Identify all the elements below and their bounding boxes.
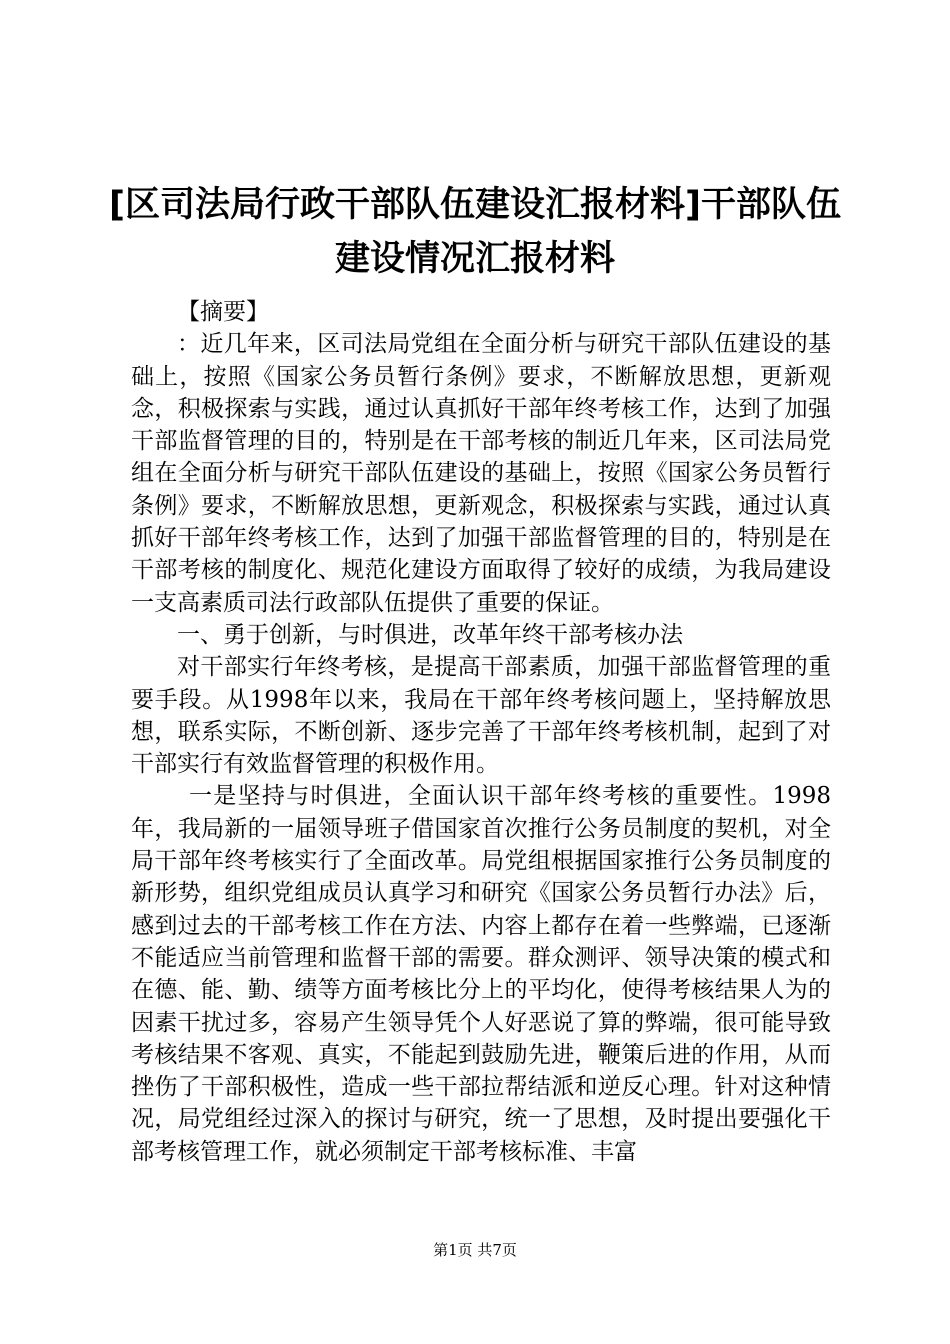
page-footer: 第1页 共7页: [433, 1241, 517, 1259]
document-title: [区司法局行政干部队伍建设汇报材料]干部队伍建设情况汇报材料: [109, 185, 841, 279]
abstract-label: 【摘要】: [177, 299, 269, 325]
body-paragraph: 对干部实行年终考核，是提高干部素质，加强干部监督管理的重要手段。从1998年以来，我局在干部年终考核问题上，坚持解放思想，联系实际，不断创新、逐步完善了干部年终考核机制，起到了对干部实行有效监督管理的积极作用。: [131, 654, 831, 778]
body-paragraph: 一是坚持与时俱进，全面认识干部年终考核的重要性。1998年，我局新的一届领导班子借国家首次推行公务员制度的契机，对全局干部年终考核实行了全面改革。局党组根据国家推行公务员制度的新形势，组织党组成员认真学习和研究《国家公务员暂行办法》后，感到过去的干部考核工作在方法、内容上都存在着一些弊端，已逐渐不能适应当前管理和监督干部的需要。群众测评、领导决策的模式和在德、能、勤、绩等方面考核比分上的平均化，使得考核结果人为的因素干扰过多，容易产生领导凭个人好恶说了算的弊端，很可能导致考核结果不客观、真实，不能起到鼓励先进，鞭策后进的作用，从而挫伤了干部积极性，造成一些干部拉帮结派和逆反心理。针对这种情况，局党组经过深入的探讨与研究，统一了思想，及时提出要强化干部考核管理工作，就必须制定干部考核标准、丰富: [131, 783, 831, 1165]
section-heading: 一、勇于创新，与时俱进，改革年终干部考核办法: [177, 621, 683, 648]
document-body: [131, 296, 831, 1168]
abstract-paragraph: ：近几年来，区司法局党组在全面分析与研究干部队伍建设的基础上，按照《国家公务员暂行条例》要求，不断解放思想，更新观念，积极探索与实践，通过认真抓好干部年终考核工作，达到了加强干部监督管理的目的，特别是在干部考核的制近几年来，区司法局党组在全面分析与研究干部队伍建设的基础上，按照《国家公务员暂行条例》要求，不断解放思想，更新观念，积极探索与实践，通过认真抓好干部年终考核工作，达到了加强干部监督管理的目的，特别是在干部考核的制度化、规范化建设方面取得了较好的成绩，为我局建设一支高素质司法行政部队伍提供了重要的保证。: [131, 331, 831, 616]
